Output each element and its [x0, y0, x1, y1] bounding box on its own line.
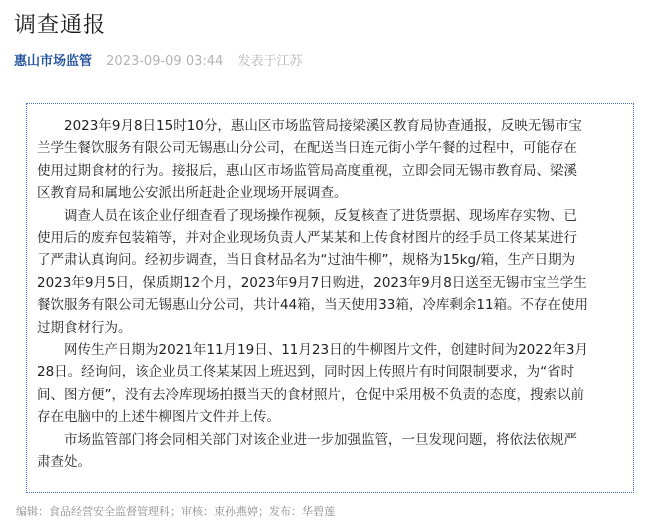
page-title: 调查通报: [14, 13, 107, 38]
notice-line: 了严肃认真询问。经初步调查，当日食材品名为“过油牛柳”，规格为15kg/箱，生产日期为: [37, 252, 576, 269]
editor-credits: 编辑：食品经营安全监督管理科；审核：束孙燕婷；发布：华碧莲: [16, 505, 335, 518]
publish-location: 发表于江苏: [237, 54, 303, 69]
article-meta: [14, 50, 302, 69]
notice-box: [26, 103, 634, 493]
notice-line: 2023年9月5日，保质期12个月，2023年9月7日购进，2023年9月8日送至无锡市宝兰学生: [37, 274, 587, 291]
notice-line: 区教育局和属地公安派出所赶赴企业现场开展调查。: [37, 185, 348, 202]
notice-line: 存在电脑中的上述牛柳图片文件并上传。: [37, 409, 280, 426]
publish-date: 2023-09-09 03:44: [106, 54, 224, 69]
notice-line: 过期食材行为。: [37, 319, 132, 336]
notice-line: 使用过期食材的行为。接报后，惠山区市场监管局高度重视，立即会同无锡市教育局、梁溪: [37, 162, 577, 179]
notice-line: 肃查处。: [37, 454, 91, 471]
notice-line: 28日。经询问，该企业员工佟某某因上班迟到，同时因上传照片有时间限制要求，为“省时: [37, 364, 575, 381]
notice-line: 餐饮服务有限公司无锡惠山分公司，共计44箱，当天使用33箱，冷库剩余11箱。不存在使用: [37, 297, 589, 314]
notice-line: 使用后的废弃包装箱等，并对企业现场负责人严某某和上传食材图片的经手员工佟某某进行: [37, 230, 577, 247]
notice-line: 兰学生餐饮服务有限公司无锡惠山分公司，在配送当日连元街小学午餐的过程中，可能存在: [37, 140, 577, 157]
notice-line: 市场监管部门将会同相关部门对该企业进一步加强监管，一旦发现问题，将依法依规严: [64, 431, 577, 448]
notice-line: 网传生产日期为2021年11月19日、11月23日的牛柳图片文件，创建时间为2022年3月: [64, 342, 589, 359]
account-name-link[interactable]: 惠山市场监管: [14, 54, 93, 69]
notice-line: 调查人员在该企业仔细查看了现场操作视频，反复核查了进货票据、现场库存实物、已: [64, 207, 577, 224]
notice-line: 2023年9月8日15时10分，惠山区市场监管局接梁溪区教育局协查通报，反映无锡市宝: [64, 118, 582, 134]
notice-line: 间、图方便”，没有去冷库现场拍摄当天的食材照片，仓促中采用极不负责的态度，搜索以前: [37, 386, 584, 403]
